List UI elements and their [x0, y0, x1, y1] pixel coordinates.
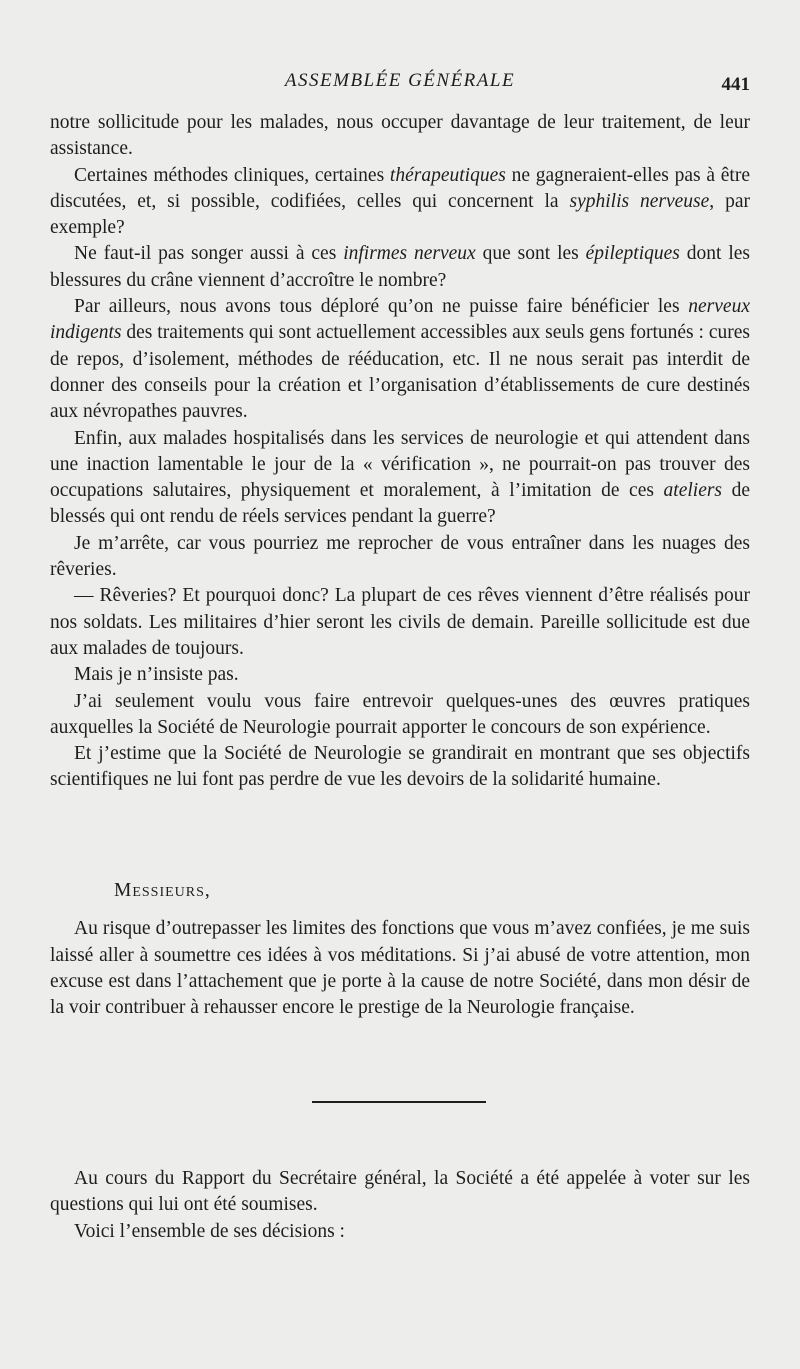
- paragraph-text: Enfin, aux malades hospitalisés dans les services de neurologie et qui attendent dans une inaction lamentable le jour de la « vérification », ne pourrait-on pas trouver des occupations salutaires, physiquement et moralement, à l’imitation de ces: [50, 427, 750, 502]
- paragraph-insist: Mais je n’insiste pas.: [74, 664, 239, 686]
- paragraph-epileptics: [50, 241, 750, 294]
- paragraph-solidarity: Et j’estime que la Société de Neurologie se grandirait en montrant que ses objectifs scientifiques ne lui font pas perdre de vue les devoirs de la solidarité humaine.: [50, 743, 750, 791]
- paragraph-indigent: [50, 294, 750, 425]
- paragraph-text: Par ailleurs, nous avons tous déploré qu’on ne puisse faire bénéficier les: [74, 296, 689, 318]
- italic-term: infirmes nerveux: [343, 243, 476, 265]
- italic-term: épileptiques: [585, 243, 680, 265]
- salutation: Messieurs,: [114, 880, 211, 901]
- paragraph-text: Certaines méthodes cliniques, certaines: [74, 164, 390, 186]
- running-title: ASSEMBLÉE GÉNÉRALE: [284, 70, 516, 91]
- paragraph-reveries: Je m’arrête, car vous pourriez me reprocher de vous entraîner dans les nuages des rêveries.: [50, 532, 750, 581]
- paragraph-works: J’ai seulement voulu vous faire entrevoir quelques-unes des œuvres pratiques auxquelles la Société de Neurologie pourrait apporter le concours de son expérience.: [50, 690, 750, 738]
- paragraph-report: Au cours du Rapport du Secrétaire général, la Société a été appelée à voter sur les questions qui lui ont été soumises.: [50, 1168, 750, 1216]
- page-header: [0, 70, 800, 100]
- paragraph-text: Ne faut-il pas songer aussi à ces: [74, 243, 344, 265]
- closing-text: [50, 878, 750, 1021]
- paragraph-text: que sont les: [475, 243, 586, 265]
- italic-term: thérapeutiques: [389, 164, 506, 186]
- paragraph-text: de blessés qui ont rendu de réels services pendant la guerre?: [50, 480, 751, 528]
- italic-term: nerveux indigents: [50, 296, 750, 344]
- paragraph-text: , par exemple?: [50, 190, 750, 239]
- paragraph-text: des traitements qui sont actuellement accessibles aux seuls gens fortunés : cures de repos, d’isolement, méthodes de rééducation, etc. Il ne nous serait pas interdit de donner des conseils pour la création et l’organisation d’établissements de cure destinés aux névropathes pauvres.: [50, 322, 750, 423]
- paragraph-decisions: Voici l’ensemble de ses décisions :: [74, 1220, 345, 1242]
- paragraph-therapeutics: [50, 163, 750, 242]
- page-number: 441: [721, 74, 750, 95]
- paragraph-continuation: notre sollicitude pour les malades, nous occuper davantage de leur traitement, de leur assistance.: [50, 112, 750, 160]
- final-text: [50, 1166, 750, 1245]
- italic-term: ateliers: [663, 480, 723, 502]
- main-text: [50, 110, 750, 794]
- paragraph-dreams: — Rêveries? Et pourquoi donc? La plupart de ces rêves viennent d’être réalisés pour nos soldats. Les militaires d’hier seront les civils de demain. Pareille sollicitude est due aux malades de toujours.: [50, 585, 750, 659]
- paragraph-closing: Au risque d’outrepasser les limites des fonctions que vous m’avez confiées, je me suis laissé aller à soumettre ces idées à vos méditations. Si j’ai abusé de votre attention, mon excuse est dans l’attachement que je porte à la cause de notre Société, dans mon désir de la voir contribuer à rehausser encore le prestige de la Neurologie française.: [50, 918, 750, 1019]
- paragraph-text: ne gagneraient-elles pas à être discutées, et, si possible, codifiées, celles qui concernent la: [50, 164, 750, 212]
- italic-term: syphilis nerveuse: [569, 190, 710, 212]
- paragraph-text: dont les blessures du crâne viennent d’accroître le nombre?: [50, 243, 750, 291]
- section-divider: [312, 1101, 486, 1103]
- paragraph-hospitalised: [50, 426, 750, 531]
